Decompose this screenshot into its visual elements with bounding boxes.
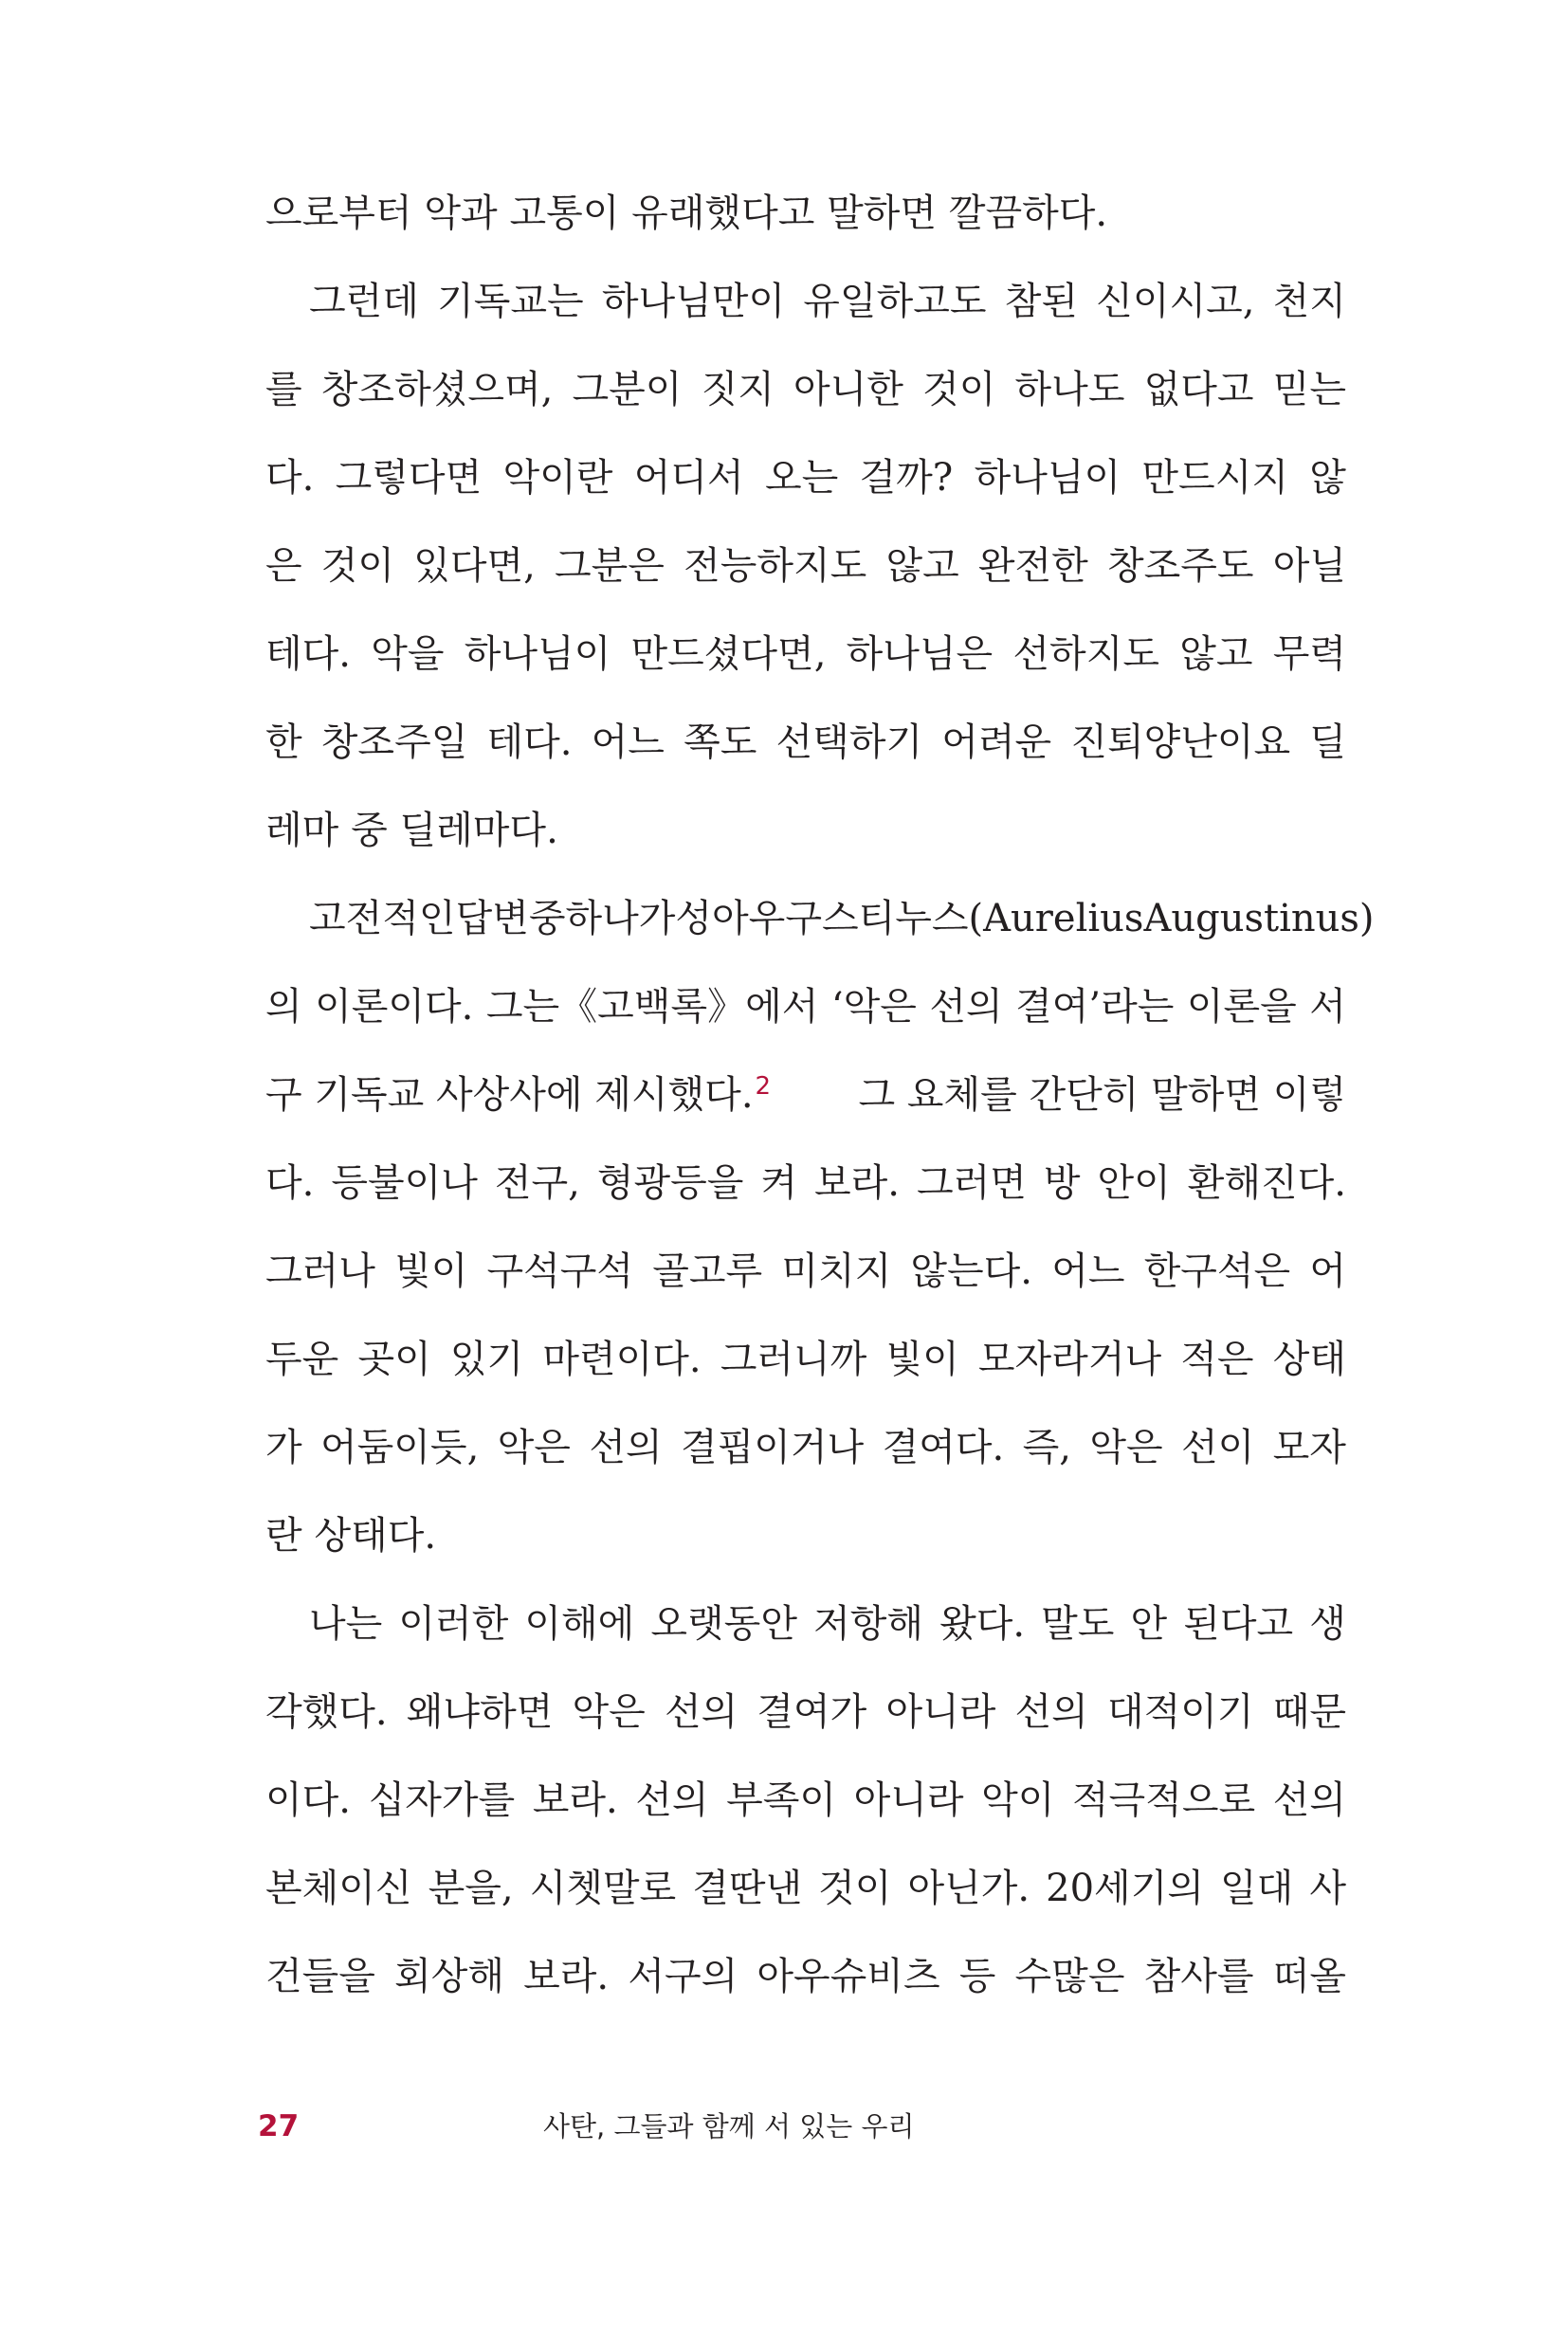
word: 짓지	[701, 368, 775, 411]
word: 천지	[1272, 280, 1346, 323]
word: Augustinus)	[1143, 897, 1375, 940]
word: 신이시고,	[1096, 280, 1255, 323]
word: 상태다.	[314, 1514, 437, 1558]
word: 생	[1309, 1602, 1346, 1646]
text-line	[265, 621, 1346, 687]
word: 를	[265, 368, 302, 411]
word: 않고	[885, 544, 959, 588]
word: 된다고	[1183, 1602, 1294, 1646]
word: 성	[675, 897, 713, 940]
word: 어둠이듯,	[320, 1426, 480, 1469]
word: 으로부터	[265, 191, 412, 235]
word: 구석구석	[486, 1249, 634, 1293]
word: 안이	[1097, 1161, 1171, 1205]
text-line-with-footnote	[265, 1062, 1346, 1128]
word: 회상해	[394, 1955, 504, 1998]
footnote-marker[interactable]: 2	[755, 1072, 772, 1101]
word: 선의	[589, 1426, 663, 1469]
word: 하나님이	[464, 632, 611, 676]
word: 창조하셨으며,	[320, 368, 554, 411]
word: 선의	[635, 1778, 709, 1822]
word: 이해에	[524, 1602, 635, 1646]
word: 하나님은	[846, 632, 994, 676]
word: 유일하고도	[803, 280, 987, 323]
word: 무력	[1272, 632, 1346, 676]
word: 결여다.	[882, 1426, 1005, 1469]
word: 모자	[1272, 1426, 1346, 1469]
word: 이론을	[1186, 985, 1297, 1029]
word: 아닌가.	[907, 1867, 1030, 1910]
word: 그러나	[265, 1249, 375, 1293]
word: 즉,	[1022, 1426, 1071, 1469]
text-line	[265, 1414, 1346, 1481]
word: 아니라	[853, 1778, 964, 1822]
word: 이러한	[398, 1602, 509, 1646]
word: 의	[265, 985, 302, 1029]
word: 선의	[1272, 1778, 1346, 1822]
word: 전능하지도	[684, 544, 867, 588]
word: 결여가	[757, 1690, 867, 1734]
word: 마련이다.	[542, 1338, 702, 1381]
word: 없다고	[1143, 368, 1254, 411]
word: 참된	[1004, 280, 1078, 323]
word: 말도	[1041, 1602, 1115, 1646]
word: 악은	[1089, 1426, 1163, 1469]
word: 적은	[1180, 1338, 1254, 1381]
word: 그러니까	[720, 1338, 867, 1381]
word: 저항해	[813, 1602, 923, 1646]
word: 결여’라는	[1015, 985, 1175, 1029]
word: 악이란	[502, 456, 613, 500]
word: 고전적인	[309, 897, 456, 940]
running-title: 사탄, 그들과 함께 서 있는 우리	[543, 2110, 915, 2142]
word: 건들을	[265, 1955, 375, 1998]
word: 선의	[664, 1690, 738, 1734]
word: 형광등을	[596, 1161, 744, 1205]
text-line	[265, 533, 1346, 599]
word: 선의	[929, 985, 1003, 1029]
word: 사	[1309, 1867, 1346, 1910]
word: 각했다.	[265, 1690, 388, 1734]
word: 유래했다고	[631, 191, 815, 235]
word: 대적이기	[1106, 1690, 1254, 1734]
word: 완전한	[977, 544, 1088, 588]
word: 그런데	[309, 280, 419, 323]
word: 깔끔하다.	[948, 191, 1108, 235]
word: 중	[351, 809, 388, 852]
word: 있다면,	[413, 544, 536, 588]
word: 보라.	[523, 1955, 610, 1998]
word: 않고	[1179, 632, 1253, 676]
paragraph-first-line	[265, 885, 1375, 952]
word: 그분이	[572, 368, 683, 411]
word: 미치지	[781, 1249, 892, 1293]
word: 선하지도	[1012, 632, 1159, 676]
word: 상태	[1272, 1338, 1346, 1381]
paragraph-first-line	[265, 268, 1346, 335]
word: 하나님이	[974, 456, 1121, 500]
word: 것이	[922, 368, 996, 411]
word: 분을,	[428, 1867, 514, 1910]
word: 선의	[1014, 1690, 1088, 1734]
word: 서	[1309, 985, 1346, 1029]
word: 이론이다.	[315, 985, 474, 1029]
word: 나는	[309, 1602, 383, 1646]
text-line	[265, 1943, 1346, 2010]
word: 악이	[981, 1778, 1055, 1822]
word: 테다.	[265, 632, 351, 676]
word: 진퇴양난이요	[1070, 720, 1291, 764]
word: 만드셨다면,	[630, 632, 827, 676]
word: 빛이	[885, 1338, 959, 1381]
text-line	[265, 1238, 1346, 1304]
text-line	[265, 709, 1346, 775]
text-line	[265, 180, 1346, 246]
footnote-line-lead: 구 기독교 사상사에 제시했다.$^2$	[265, 1072, 772, 1117]
word: 쪽도	[684, 720, 757, 764]
word: 것이	[320, 544, 395, 588]
text-line	[265, 1855, 1346, 1922]
word: 아니라	[885, 1690, 996, 1734]
word: 있기	[449, 1338, 524, 1381]
word: 것이	[818, 1867, 892, 1910]
word: 딜레마다.	[399, 809, 558, 852]
footnote-line-tail: 그 요체를 간단히 말하면 이렇	[858, 1073, 1346, 1117]
word: 어	[1309, 1249, 1346, 1293]
word: 부족이	[726, 1778, 837, 1822]
text-line	[265, 974, 1346, 1040]
word: 창조주일	[320, 720, 468, 764]
word: 않	[1309, 456, 1346, 500]
word: 빛이	[394, 1249, 468, 1293]
word: 시쳇말로	[529, 1867, 677, 1910]
word: 왜냐하면	[406, 1690, 554, 1734]
word: 전구,	[494, 1161, 580, 1205]
word: 이다.	[265, 1778, 351, 1822]
word: 한구석은	[1143, 1249, 1291, 1293]
text-line	[265, 1150, 1346, 1216]
word: 결딴낸	[692, 1867, 803, 1910]
word: 가	[265, 1426, 302, 1469]
word: 그렇다면	[335, 456, 483, 500]
word: 때문	[1272, 1690, 1346, 1734]
word: 그러면	[916, 1161, 1027, 1205]
word: 등불이나	[331, 1161, 478, 1205]
word: 악과	[424, 191, 498, 235]
word: 오랫동안	[650, 1602, 797, 1646]
word: 악은	[572, 1690, 646, 1734]
word: 하나가	[565, 897, 676, 940]
word: 악을	[371, 632, 445, 676]
word: 창조주도	[1106, 544, 1254, 588]
word: 보라.	[532, 1778, 618, 1822]
word: 아닐	[1272, 544, 1346, 588]
word: 20세기의	[1046, 1867, 1204, 1910]
word: 악은	[497, 1426, 571, 1469]
word: 방	[1043, 1161, 1081, 1205]
word: 그분은	[555, 544, 665, 588]
word: 어디서	[633, 456, 744, 500]
word: 수많은	[1014, 1955, 1125, 1998]
word: 선택하기	[775, 720, 923, 764]
word: 두운	[265, 1338, 339, 1381]
word: 하나님만이	[601, 280, 786, 323]
text-line	[265, 1767, 1346, 1833]
word: 만드시지	[1141, 456, 1288, 500]
word: 아우슈비츠	[757, 1955, 940, 1998]
word: 오는	[764, 456, 839, 500]
word: 기독교는	[437, 280, 584, 323]
text-line	[265, 1326, 1346, 1393]
word: 십자가를	[368, 1778, 516, 1822]
word: 참사를	[1143, 1955, 1254, 1998]
word: 아니한	[793, 368, 903, 411]
word: 딜	[1309, 720, 1346, 764]
word: 켜	[760, 1161, 797, 1205]
word: 곳이	[357, 1338, 431, 1381]
paragraph-first-line	[265, 1591, 1346, 1657]
word: 중	[528, 897, 566, 940]
word: 답변	[455, 897, 529, 940]
word: 고통이	[509, 191, 620, 235]
word: 적극적으로	[1071, 1778, 1256, 1822]
word: 믿는	[1272, 368, 1346, 411]
word: 본체이신	[265, 1867, 412, 1910]
word: 환해진다.	[1187, 1161, 1346, 1205]
word: 떠올	[1272, 1955, 1346, 1998]
text-line	[265, 445, 1346, 511]
word: 않는다.	[910, 1249, 1033, 1293]
word: 란	[265, 1514, 302, 1558]
word: 서구의	[628, 1955, 738, 1998]
word: 안	[1130, 1602, 1168, 1646]
word: ‘악은	[830, 985, 917, 1029]
word: 어느	[1051, 1249, 1125, 1293]
word: 한	[265, 720, 302, 764]
page-number: 27	[258, 2109, 300, 2143]
word: 다.	[265, 1161, 315, 1205]
page-footer	[0, 2103, 1568, 2150]
word: 아우구스티누스(Aurelius	[712, 897, 1144, 940]
word: 선이	[1180, 1426, 1255, 1469]
text-line	[265, 797, 1346, 864]
word: 어느	[591, 720, 665, 764]
word: 말하면	[827, 191, 938, 235]
word: 골고루	[652, 1249, 763, 1293]
word: 모자라거나	[977, 1338, 1162, 1381]
word: 은	[265, 544, 302, 588]
word: 왔다.	[939, 1602, 1026, 1646]
word: 보라.	[813, 1161, 900, 1205]
text-line	[265, 356, 1346, 423]
word: 다.	[265, 456, 315, 500]
word: 어려운	[941, 720, 1052, 764]
word: 걸까?	[859, 456, 954, 500]
text-line	[265, 1503, 1346, 1569]
word: 결핍이거나	[680, 1426, 865, 1469]
word: 그는《고백록》에서	[485, 985, 819, 1029]
word: 테다.	[486, 720, 573, 764]
word: 레마	[265, 809, 339, 852]
word: 등	[958, 1955, 996, 1998]
word: 하나도	[1014, 368, 1125, 411]
text-line	[265, 1679, 1346, 1745]
word: 일대	[1220, 1867, 1294, 1910]
